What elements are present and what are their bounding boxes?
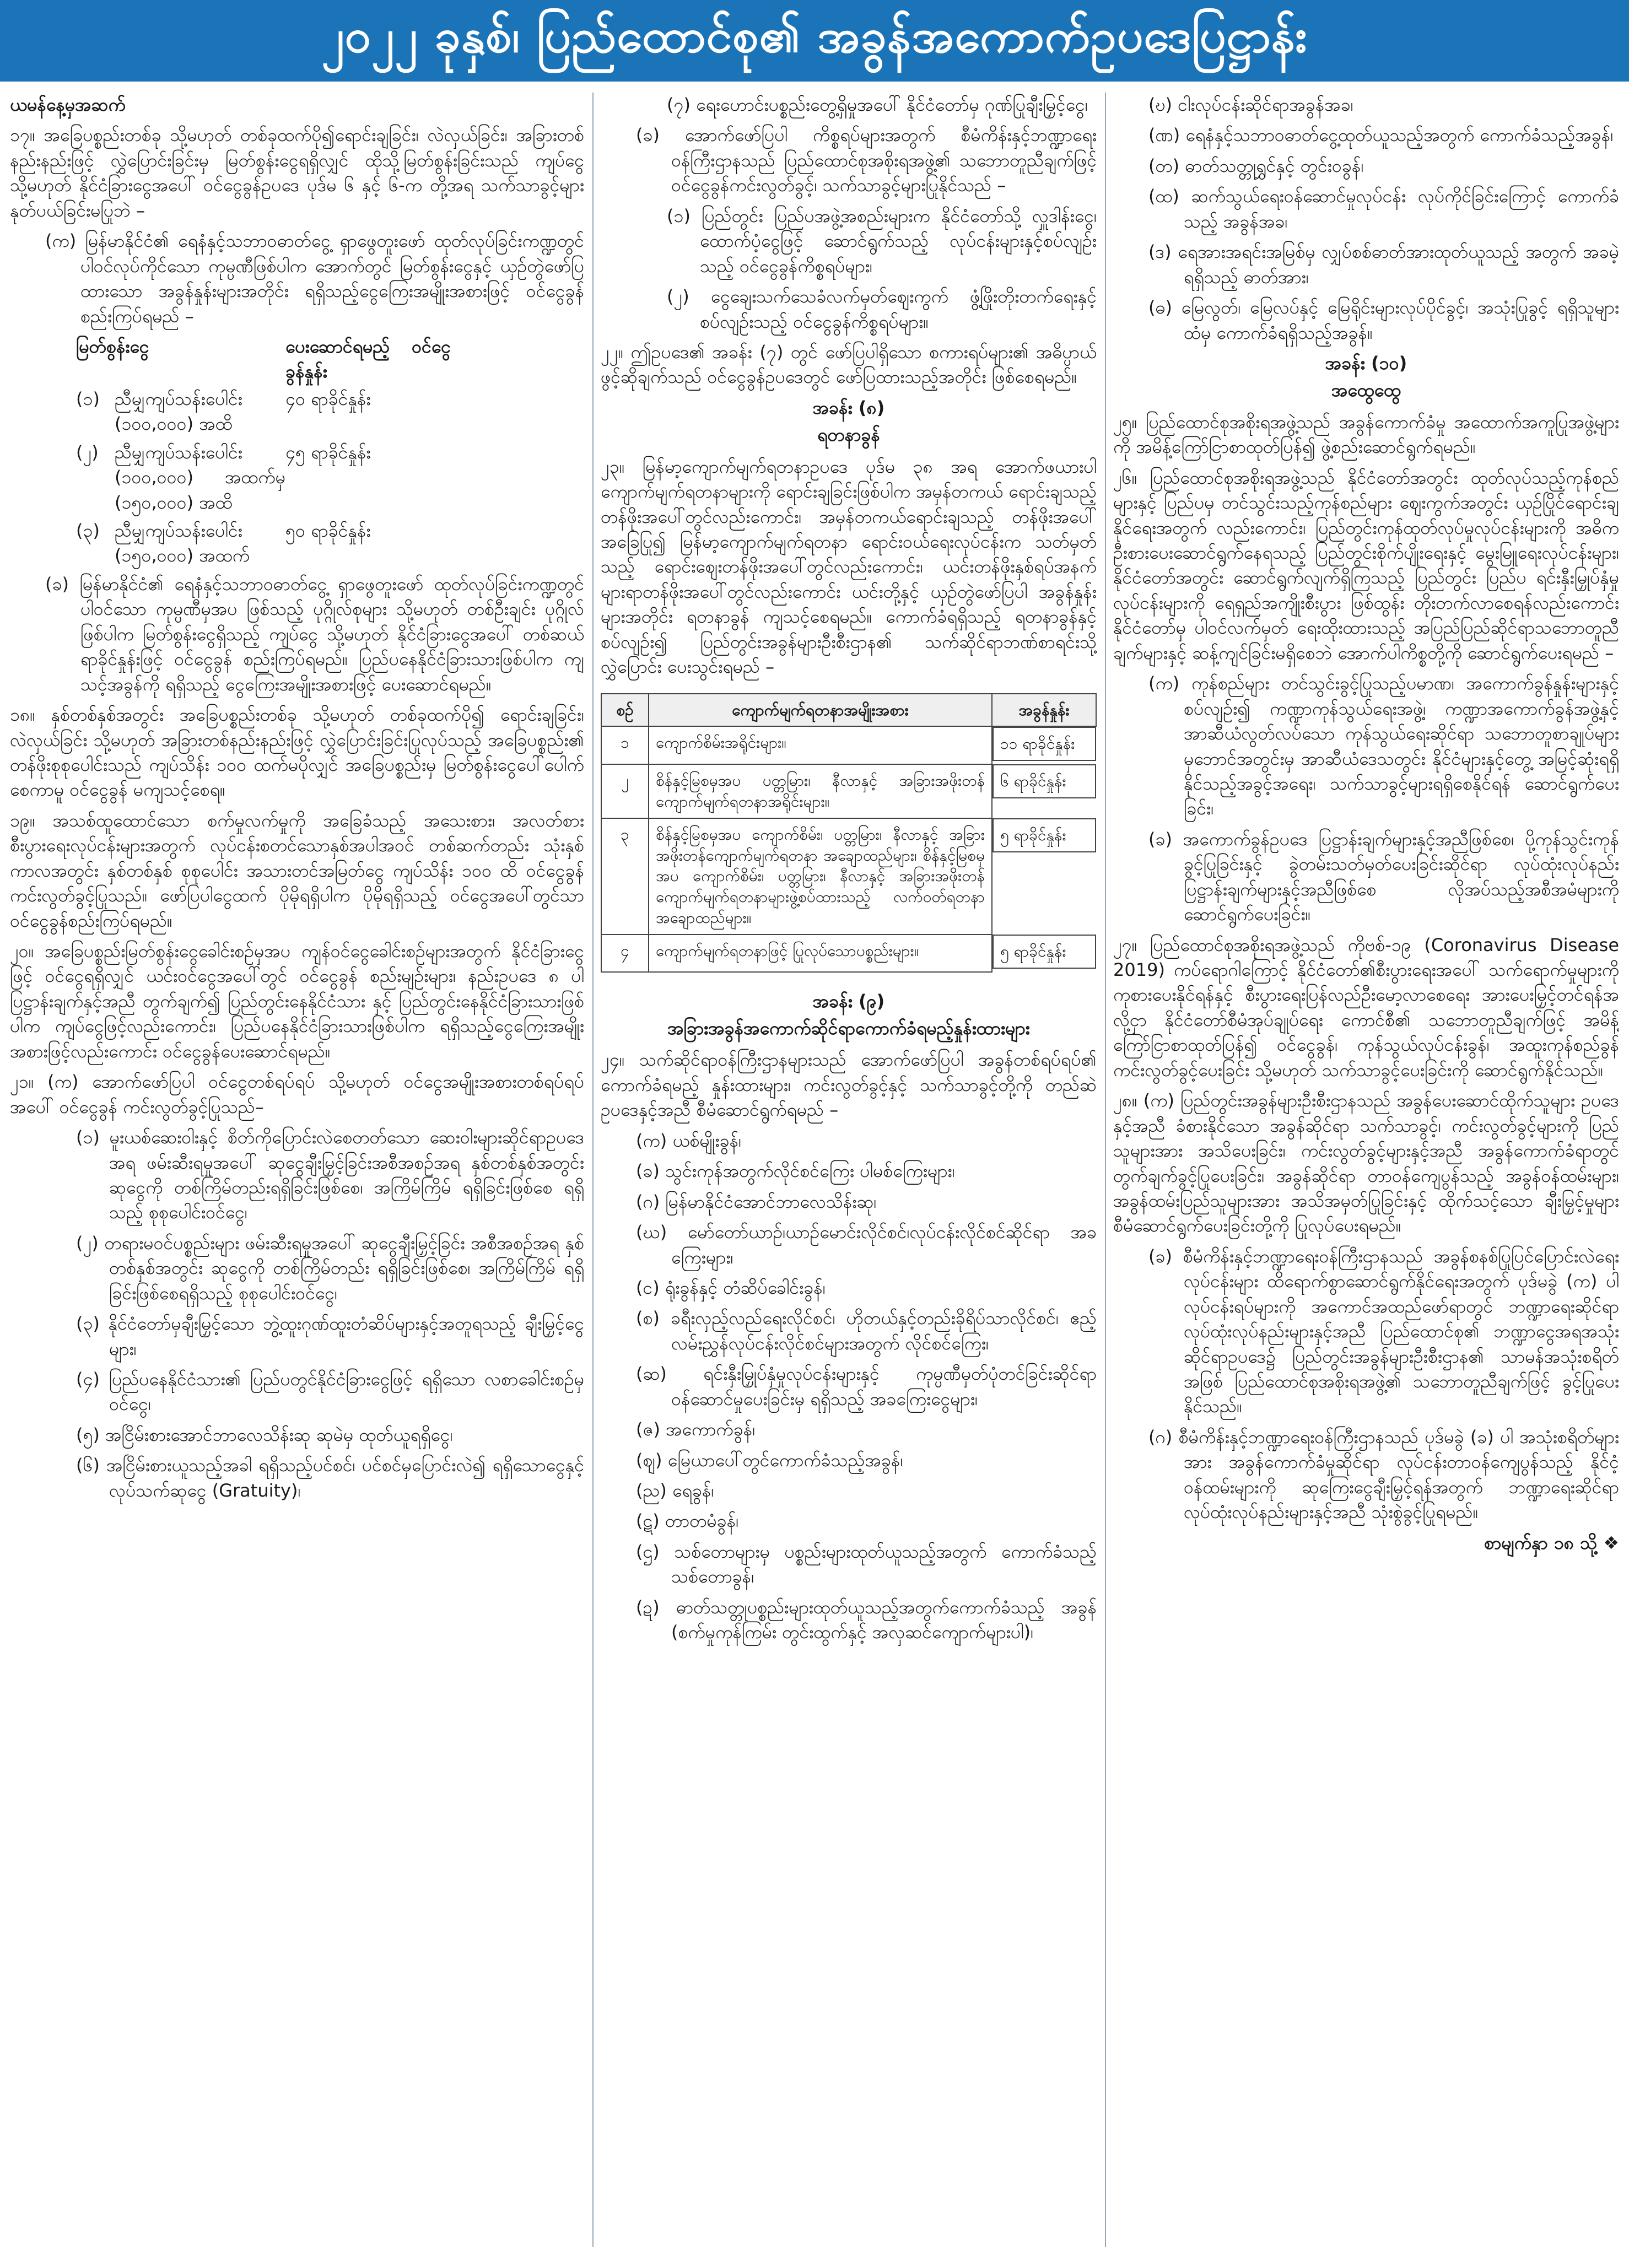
chapter-9-title: အခန်း (၉): [812, 990, 885, 1012]
table-header-rate: အခွန်နှုန်း: [992, 694, 1096, 727]
gem-tax-table: [601, 693, 1097, 973]
section-24-item: (ဍ) ဓာတ်သတ္တုပစ္စည်းများထုတ်ယူသည့်အတွက်ကောက်ခံသည့် အခွန် (စက်မှုကုန်ကြမ်း တွင်းထွက်နှင့် အလှဆင်ကျောက်များပါ)၊: [636, 1596, 1097, 1643]
section-17-kha: (ခ) မြန်မာနိုင်ငံ၏ ရေနံနှင့်သဘာဝဓာတ်ငွေ့ ရှာဖွေတူးဖော် ထုတ်လုပ်ခြင်းကဏ္ဍတွင် ပါဝင်သော ကုမ္ပဏီမှအပ ဖြစ်သည့် ပုဂ္ဂိုလ်စုများ သို့မဟုတ် တစ်ဦးချင်း ပုဂ္ဂိုလ်ဖြစ်ပါက မြတ်စွန်းငွေရှိသည့် ကျပ်ငွေ သို့မဟုတ် နိုင်ငံခြားငွေအပေါ် တစ်ဆယ်ရာခိုင်နှုန်းဖြင့် ဝင်ငွေခွန် စည်းကြပ်ရမည်။ ပြည်ပနေနိုင်ငံခြားသားဖြစ်ပါက ကျသင့်အခွန်ကို ရရှိသည့် ငွေကြေးအမျိုးအစားဖြင့် ပေးဆောင်ရမည်။: [45, 573, 584, 695]
rate-row-percent: ၄၅ ရာခိုင်နှုန်း: [285, 441, 371, 463]
section-24-item: (ည) ရေခွန်၊: [636, 1480, 714, 1502]
rate-row-number: (၃): [76, 520, 100, 541]
rate-row-number: (၂): [76, 441, 99, 463]
rate-row-percent: ၅၀ ရာခိုင်နှုန်း: [285, 520, 371, 541]
section-24-item: (တ) ဓာတ်သတ္တုရွှင်နှင့် တွင်းဝခွန်၊: [1148, 155, 1364, 176]
table-cell-rate: ၅ ရာခိုင်နှုန်း: [992, 818, 1096, 852]
table-cell-item: စိန်နှင့်မြစမှအပ ကျောက်စိမ်း၊ ပတ္တမြား၊ နီလာနှင့် အခြားအဖိုးတန်ကျောက်မျက်ရတနာ အချောထည်များ၊ စိန်နှင့်မြစမှအပ ကျောက်စိမ်း၊ ပတ္တမြား၊ နီလာနှင့် အခြားအဖိုးတန်ကျောက်မျက်ရတနာများဖွဲ့စပ်ထားသည့် လက်ဝတ်ရတနာအချောထည်များ။: [649, 818, 992, 935]
title-banner: [0, 0, 1629, 82]
section-21-item: (၃) နိုင်ငံတော်မှချီးမြှင့်သော ဘွဲ့ထူးဂုဏ်ထူးတံဆိပ်များနှင့်အတူရသည့် ချီးမြှင့်ငွေများ၊: [76, 1313, 584, 1359]
section-24-item: (စ) ခရီးလှည့်လည်ရေးလိုင်စင်၊ ဟိုတယ်နှင့်တည်းခိုရိပ်သာလိုင်စင်၊ ဧည့်လမ်းညွှန်လုပ်ငန်းလိုင်စင်များအတွက် လိုင်စင်ကြေး၊: [636, 1308, 1097, 1354]
section-21-item: (၁) မူးယစ်ဆေးဝါးနှင့် စိတ်ကိုပြောင်းလဲစေတတ်သော ဆေးဝါးများဆိုင်ရာဥပဒေအရ ဖမ်းဆီးရမှုအပေါ် ဆုငွေချီးမြှင့်ခြင်းအစီအစဉ်အရ နှစ်တစ်နှစ်အတွင်း ဆုငွေကို တစ်ကြိမ်တည်းရရှိခြင်းဖြစ်စေ၊ အကြိမ်ကြိမ် ရရှိခြင်းဖြစ်စေ ရရှိသည့် စုစုပေါင်းဝင်ငွေ၊: [76, 1127, 584, 1223]
column-3: [1113, 93, 1619, 2253]
rate-header: [76, 334, 584, 385]
rate-row: [10, 519, 584, 569]
section-19: ၁၉။ အသစ်ထူထောင်သော စက်မှုလက်မှုကို အခြေခံသည့် အသေးစား၊ အလတ်စား စီးပွားရေးလုပ်ငန်းများအတွက် လုပ်ငန်းစတင်သောနှစ်အပါအဝင် တစ်ဆက်တည်း သုံးနှစ် ကာလအတွင်း နှစ်တစ်နှစ် စုစုပေါင်း အသားတင်အမြတ်ငွေ ကျပ်သိန်း ၁၀၀ ထိ ဝင်ငွေခွန် ကင်းလွတ်ခွင့်ပြုသည်။ ဖော်ပြပါငွေထက် ပိုမိုရရှိပါက ပိုမိုရရှိသည့် ဝင်ငွေအပေါ်တွင်သာ ဝင်ငွေခွန်စည်းကြပ်ရမည်။: [10, 809, 584, 931]
column-1: [10, 93, 584, 2253]
rate-row: [10, 387, 584, 437]
continued-heading: ယမန်နေ့မှအဆက်: [10, 94, 126, 115]
section-20: ၂၀။ အခြေပစ္စည်းမြတ်စွန်းငွေခေါင်းစဉ်မှအပ ကျန်ဝင်ငွေခေါင်းစဉ်များအတွက် နိုင်ငံခြားငွေဖြင့် ဝင်ငွေရရှိလျှင် ယင်းဝင်ငွေအပေါ်တွင် ဝင်ငွေခွန် စည်းမျဉ်းများ၊ နည်းဥပဒေ ၈ ပါ ပြဋ္ဌာန်းချက်နှင့်အညီ တွက်ချက်၍ ပြည်တွင်းနေနိုင်ငံသား နှင့် ပြည်တွင်းနေနိုင်ငံခြားသားဖြစ်ပါက ကျပ်ငွေဖြင့်လည်းကောင်း၊ ပြည်ပနေနိုင်ငံခြားသားဖြစ်ပါက ရရှိသည့်ငွေကြေးအမျိုးအစားဖြင့်လည်းကောင်း ဝင်ငွေခွန်ပေးဆောင်ရမည်။: [10, 941, 584, 1062]
section-24-item: (ဃ) မော်တော်ယာဉ်၊ယာဉ်မောင်းလိုင်စင်၊လုပ်ငန်းလိုင်စင်ဆိုင်ရာ အခကြေးများ၊: [636, 1222, 1097, 1268]
section-25: ၂၅။ ပြည်ထောင်စုအစိုးရအဖွဲ့သည် အခွန်ကောက်ခံမှု အထောက်အကူပြုအဖွဲ့များကို အမိန့်ကြော်ငြာစာထုတ်ပြန်၍ ဖွဲ့စည်းဆောင်ရွက်ရမည်။: [1113, 411, 1619, 458]
table-row: [601, 818, 1096, 935]
chapter-9-subtitle: အခြားအခွန်အကောက်ဆိုင်ရာကောက်ခံရမည့်နှုန်းထားများ: [667, 1018, 1030, 1039]
section-24-item: (ထ) ဆက်သွယ်ရေးဝန်ဆောင်မှုလုပ်ငန်း လုပ်ကိုင်ခြင်းကြောင့် ကောက်ခံသည့် အခွန်အခ၊: [1148, 186, 1619, 232]
section-21-kha-item: (၂) ငွေချေးသက်သေခံလက်မှတ်ဈေးကွက် ဖွံ့ဖြိုးတိုးတက်ရေးနှင့်စပ်လျဉ်းသည့် ဝင်ငွေခွန်ကိစ္စရပ်များ။: [667, 286, 1097, 332]
section-17: ၁၇။ အခြေပစ္စည်းတစ်ခု သို့မဟုတ် တစ်ခုထက်ပို၍ရောင်းချခြင်း၊ လဲလှယ်ခြင်း၊ အခြားတစ်နည်းနည်းဖြင့် လွှဲပြောင်းခြင်းမှ မြတ်စွန်းငွေရရှိလျှင် ထိုသို့မြတ်စွန်းခြင်းသည် ကျပ်ငွေ သို့မဟုတ် နိုင်ငံခြားငွေအပေါ် ဝင်ငွေခွန်ဥပဒေ ပုဒ်မ ၆ နှင့် ၆-က တို့အရ သက်သာခွင့်များ နုတ်ပယ်ခြင်းမပြုဘဲ –: [10, 125, 584, 221]
rate-row-percent: ၄၀ ရာခိုင်နှုန်း: [285, 388, 371, 409]
section-18: ၁၈။ နှစ်တစ်နှစ်အတွင်း အခြေပစ္စည်းတစ်ခု သို့မဟုတ် တစ်ခုထက်ပို၍ ရောင်းချခြင်း၊ လဲလှယ်ခြင်း သို့မဟုတ် အခြားတစ်နည်းနည်းဖြင့် လွှဲပြောင်းခြင်းပြုလုပ်သည့် အခြေပစ္စည်း၏ တန်ဖိုးစုစုပေါင်းသည် ကျပ်သိန်း ၁၀၀ ထက်မပိုလျှင် အခြေပစ္စည်းမှ မြတ်စွန်းငွေပေါ်ပေါက်စေကာမူ ဝင်ငွေခွန် မကျသင့်စေရ။: [10, 704, 584, 801]
section-28-kha: (ခ) စီမံကိန်းနှင့်ဘဏ္ဍာရေးဝန်ကြီးဌာနသည် အခွန်စနစ်ပြုပြင်ပြောင်းလဲရေးလုပ်ငန်းများ ထိရောက်စွာဆောင်ရွက်နိုင်ရေးအတွက် ပုဒ်မခွဲ (က) ပါ လုပ်ငန်းရပ်များကို အကောင်အထည်ဖော်ရာတွင် ဘဏ္ဍာရေးဆိုင်ရာ လုပ်ထုံးလုပ်နည်းများနှင့်အညီ ပြည်ထောင်စု၏ ဘဏ္ဍာငွေအရအသုံးဆိုင်ရာဥပဒေ၌ ပြည်တွင်းအခွန်များဦးစီးဌာန၏ သာမန်အသုံးစရိတ်အဖြစ် ပြည်ထောင်စုအစိုးရအဖွဲ့၏ သဘောတူညီချက်ဖြင့် ခွင့်ပြုပေးနိုင်သည်။: [1148, 1245, 1619, 1417]
rate-row-range: ညီမျှကျပ်သန်းပေါင်း (၁၀၀,၀၀၀) အထက်မှ (၁၅၀,၀၀၀) အထိ: [115, 441, 285, 513]
section-24-item: (ဈ) မြေယာပေါ်တွင်ကောက်ခံသည့်အခွန်၊: [636, 1449, 903, 1471]
chapter-8-subtitle: ရတနာခွန်: [817, 424, 880, 446]
section-21-kha-item: (၁) ပြည်တွင်း ပြည်ပအဖွဲ့အစည်းများက နိုင်ငံတော်သို့ လှူဒါန်းငွေ၊ ထောက်ပံ့ငွေဖြင့် ဆောင်ရွက်သည့် လုပ်ငန်းများနှင့်စပ်လျဉ်းသည့် ဝင်ငွေခွန်ကိစ္စရပ်များ၊: [667, 205, 1097, 277]
section-21-item: (၇) ရေးဟောင်းပစ္စည်းတွေ့ရှိမှုအပေါ် နိုင်ငံတော်မှ ဂုဏ်ပြုချီးမြှင့်ငွေ၊: [667, 94, 1088, 115]
section-28-ka: ၂၈။ (က) ပြည်တွင်းအခွန်များဦးစီးဌာနသည် အခွန်ပေးဆောင်ထိုက်သူများ ဥပဒေနှင့်အညီ ခံစားနိုင်သော အခွန်ဆိုင်ရာ သက်သာခွင့်၊ ကင်းလွတ်ခွင့်များကို ပြည်သူများအား အသိပေးခြင်း၊ ကင်းလွတ်ခွင့်များနှင့်အညီ အခွန်ကောက်ခံရာတွင် တွက်ချက်ခွင့်ပြုပေးခြင်း၊ အခွန်ဆိုင်ရာ တာဝန်ကျေပွန်သည့် အခွန်ဝန်ထမ်းများ၊ အခွန်ထမ်းပြည်သူများအား အသိအမှတ်ပြုခြင်းနှင့် ထိုက်သင့်သော ချီးမြှင့်မှုများ စီမံဆောင်ရွက်ပေးခြင်းတို့ကို ပြုလုပ်ပေးရမည်။: [1113, 1090, 1619, 1236]
table-cell-number: ၄: [601, 935, 649, 972]
rate-row-range: ညီမျှကျပ်သန်းပေါင်း (၁၅၀,၀၀၀) အထက်: [115, 520, 250, 566]
section-26-ka: (က) ကုန်စည်များ တင်သွင်းခွင့်ပြုသည့်ပမာဏ၊ အကောက်ခွန်နှုန်းများနှင့်စပ်လျဉ်း၍ ကဏ္ဍာကုန်သွယ်ရေးအဖွဲ့၊ ကဏ္ဍာအကောက်ခွန်အဖွဲ့နှင့် အာဆီယံလွတ်လပ်သော ကုန်သွယ်ရေးဆိုင်ရာ သဘောတူစာချုပ်များမှဘောင်အတွင်းမှ အာဆီယံဒေသတွင်း နိုင်ငံများနှင့်တွေ့ အမြင့်ဆုံးရရှိနိုင်သည့်အခွင့်အရေး၊ သက်သာခွင့်များရရှိစေနိုင်ရန် ဆောင်ရွက်ပေးခြင်း၊: [1148, 673, 1619, 819]
section-24-item: (ဆ) ရင်းနှီးမြှုပ်နှံမှုလုပ်ငန်းများနှင့် ကုမ္ပဏီမှတ်ပုံတင်ခြင်းဆိုင်ရာ ဝန်ဆောင်မှုပေးခြင်းမှ ရရှိသည့် အခကြေးငွေများ၊: [636, 1363, 1097, 1410]
section-21-item: (၄) ပြည်ပနေနိုင်ငံသား၏ ပြည်ပတွင်နိုင်ငံခြားငွေဖြင့် ရရှိသော လစာခေါင်းစဉ်မှ ဝင်ငွေ၊: [76, 1369, 584, 1415]
section-28-ga: (ဂ) စီမံကိန်းနှင့်ဘဏ္ဍာရေးဝန်ကြီးဌာနသည် ပုဒ်မခွဲ (ခ) ပါ အသုံးစရိတ်များအား အခွန်ကောက်ခံမှုဆိုင်ရာ လုပ်ငန်းတာဝန်ကျေပွန်သည့် နိုင်ငံ့ဝန်ထမ်းများကို ဆုကြေးငွေချီးမြှင့်ရန်အတွက် ဘဏ္ဍာရေးဆိုင်ရာ လုပ်ထုံးလုပ်နည်းများနှင့်အညီ သုံးစွဲခွင့်ပြုရမည်။: [1148, 1426, 1619, 1523]
section-24-item: (ဌ) သစ်တောများမှ ပစ္စည်းများထုတ်ယူသည့်အတွက် ကောက်ခံသည့်သစ်တောခွန်၊: [636, 1541, 1097, 1587]
table-cell-item: ကျောက်စိမ်းအရိုင်းများ။: [649, 726, 992, 764]
page-title: ၂၀၂၂ ခုနှစ်၊ ပြည်ထောင်စု၏ အခွန်အကောက်ဥပဒေပြဋ္ဌာန်း: [321, 9, 1308, 63]
section-26-kha: (ခ) အကောက်ခွန်ဥပဒေ ပြဋ္ဌာန်းချက်များနှင့်အညီဖြစ်စေ၊ ပို့ကုန်သွင်းကုန် ခွင့်ပြုခြင်းနှင့် ခွဲတမ်းသတ်မှတ်ပေးခြင်းဆိုင်ရာ လုပ်ထုံးလုပ်နည်း ပြဋ္ဌာန်းချက်များနှင့်အညီဖြစ်စေ လိုအပ်သည့်အစီအမံများကို ဆောင်ရွက်ပေးခြင်း။: [1148, 828, 1619, 925]
rate-row: [10, 440, 584, 515]
continued-on-page: စာမျက်နှာ ၁၈ သို့ ❖: [1484, 1532, 1619, 1553]
table-header-number: စဉ်: [601, 694, 649, 727]
section-24-item: (ဏ) ရေနံနှင့်သဘာဝဓာတ်ငွေ့ထုတ်ယူသည့်အတွက် ကောက်ခံသည့်အခွန်၊: [1148, 125, 1614, 146]
chapter-10-subtitle: အထွေထွေ: [1331, 380, 1401, 401]
section-21-item: (၂) တရားမဝင်ပစ္စည်းများ ဖမ်းဆီးရမှုအပေါ် ဆုငွေချီးမြှင့်ခြင်း အစီအစဉ်အရ နှစ်တစ်နှစ်အတွင်း ဆုငွေကို တစ်ကြိမ်တည်း ရရှိခြင်းဖြစ်စေ၊ အကြိမ်ကြိမ် ရရှိခြင်းဖြစ်စေရရှိသည့် စုစုပေါင်းဝင်ငွေ၊: [76, 1232, 584, 1304]
section-24: ၂၄။ သက်ဆိုင်ရာဝန်ကြီးဌာနများသည် အောက်ဖော်ပြပါ အခွန်တစ်ရပ်ရပ်၏ ကောက်ခံရမည့် နှုန်းထားများ၊ ကင်းလွတ်ခွင့်နှင့် သက်သာခွင့်တို့ကို တည်ဆဲဥပဒေနှင့်အညီ စီမံဆောင်ရွက်ရမည် –: [601, 1049, 1097, 1121]
section-27: ၂၇။ ပြည်ထောင်စုအစိုးရအဖွဲ့သည် ကိုဗစ်-၁၉ (Coronavirus Disease 2019) ကပ်ရောဂါကြောင့် နိုင်ငံတော်၏စီးပွားရေးအပေါ် သက်ရောက်မှုများကို ကုစားပေးနိုင်ရန်နှင့် စီးပွားရေးပြန်လည်ဦးမော့လာစေရေး အားပေးမြှင့်တင်ရန်အလို့ငှာ နိုင်ငံတော်စီမံအုပ်ချုပ်ရေး ကောင်စီ၏ သဘောတူညီချက်ဖြင့် အမိန့်ကြော်ငြာစာထုတ်ပြန်၍ ဝင်ငွေခွန်၊ ကုန်သွယ်လုပ်ငန်းခွန်၊ အထူးကုန်စည်ခွန် ကင်းလွတ်ခွင့်ပေးခြင်း သို့မဟုတ် သက်သာခွင့်ပေးခြင်းကို ဆောင်ရွက်နိုင်သည်။: [1113, 934, 1619, 1081]
section-24-item: (ခ) သွင်းကုန်အတွက်လိုင်စင်ကြေး ပါမစ်ကြေးများ၊: [636, 1160, 955, 1182]
section-21-kha: (ခ) အောက်ဖော်ပြပါ ကိစ္စရပ်များအတွက် စီမံကိန်းနှင့်ဘဏ္ဍာရေးဝန်ကြီးဌာနသည် ပြည်ထောင်စုအစိုးရအဖွဲ့၏ သဘောတူညီချက်ဖြင့် ဝင်ငွေခွန်ကင်းလွတ်ခွင့်၊ သက်သာခွင့်များပြုနိုင်သည် –: [636, 125, 1097, 196]
chapter-8-title: အခန်း (၈): [812, 397, 885, 418]
section-21-item: (၆) အငြိမ်းစားယူသည့်အခါ ရရှိသည့်ပင်စင်၊ ပင်စင်မှပြောင်းလဲ၍ ရရှိသောငွေနှင့် လုပ်သက်ဆုငွေ (Gratuity)၊: [76, 1455, 584, 1501]
rate-header-tax: ပေးဆောင်ရမည့် ဝင်ငွေခွန်နှုန်း: [285, 336, 451, 382]
section-24-item: (ဂ) မြန်မာနိုင်ငံအောင်ဘာလေသိန်းဆု၊: [636, 1191, 877, 1212]
table-header-row: [601, 694, 1096, 727]
column-divider: [1105, 93, 1106, 2247]
section-24-item: (ဎ) ငါးလုပ်ငန်းဆိုင်ရာအခွန်အခ၊: [1148, 94, 1353, 115]
table-cell-rate: ၁၁ ရာခိုင်နှုန်း: [992, 727, 1096, 761]
column-divider: [592, 93, 594, 2247]
section-21-item: (၅) အငြိမ်းစားအောင်ဘာလေသိန်းဆု ဆုမဲမှ ထုတ်ယူရရှိငွေ၊: [76, 1424, 453, 1445]
table-cell-rate: ၆ ရာခိုင်နှုန်း: [992, 764, 1096, 798]
table-cell-number: ၁: [601, 726, 649, 764]
table-cell-number: ၃: [601, 818, 649, 935]
table-row: [601, 764, 1096, 818]
section-17-ka: (က) မြန်မာနိုင်ငံ၏ ရေနံနှင့်သဘာဝဓာတ်ငွေ့ ရှာဖွေတူးဖော် ထုတ်လုပ်ခြင်းကဏ္ဍတွင် ပါဝင်လုပ်ကိုင်သော ကုမ္ပဏီဖြစ်ပါက အောက်တွင် မြတ်စွန်းငွေနှင့် ယှဉ်တွဲဖော်ပြထားသော အခွန်နှုန်းများအတိုင်း ရရှိသည့်ငွေကြေးအမျိုးအစားဖြင့် ဝင်ငွေခွန်စည်းကြပ်ရမည် –: [45, 230, 584, 327]
chapter-10-title: အခန်း (၁၀): [1325, 352, 1407, 374]
rate-header-gain: မြတ်စွန်းငွေ: [76, 336, 149, 357]
rate-row-number: (၁): [76, 388, 100, 409]
rate-row-range: ညီမျှကျပ်သန်းပေါင်း (၁၀၀,၀၀၀) အထိ: [115, 388, 242, 435]
section-24-item: (ဓ) မြေလွတ်၊ မြေလပ်နှင့် မြေရိုင်းများလုပ်ပိုင်ခွင့်၊ အသုံးပြုခွင့် ရရှိသူများထံမှ ကောက်ခံရရှိသည့်အခွန်။: [1148, 297, 1619, 343]
section-24-item: (င) ရုံးခွန်နှင့် တံဆိပ်ခေါင်းခွန်၊: [636, 1277, 826, 1298]
section-21: ၂၁။ (က) အောက်ဖော်ပြပါ ဝင်ငွေတစ်ရပ်ရပ် သို့မဟုတ် ဝင်ငွေအမျိုးအစားတစ်ရပ်ရပ်အပေါ် ဝင်ငွေခွန် ကင်းလွတ်ခွင့်ပြုသည်–: [10, 1071, 584, 1117]
table-header-item: ကျောက်မျက်ရတနာအမျိုးအစား: [649, 694, 992, 727]
table-cell-rate: ၅ ရာခိုင်နှုန်း: [992, 935, 1096, 969]
section-23: ၂၃။ မြန်မာ့ကျောက်မျက်ရတနာဥပဒေ ပုဒ်မ ၃၈ အရ အောက်ဖယားပါ ကျောက်မျက်ရတနာများကို ရောင်းချခြင်းဖြစ်ပါက အမှန်တကယ် ရောင်းချသည့် တန်ဖိုးအပေါ်တွင်လည်းကောင်း၊ အမှန်တကယ်ရောင်းချသည့် တန်ဖိုးအပေါ် အခြေပြု၍ မြန်မာ့ကျောက်မျက်ရတနာ ရောင်းဝယ်ရေးလုပ်ငန်းက သတ်မှတ်သည့် ရောင်းဈေးတန်ဖိုးအပေါ်တွင်လည်းကောင်း၊ ယင်းတန်ဖိုးနှစ်ရပ်အနက် များရာတန်ဖိုးအပေါ်တွင်လည်းကောင်း ယင်းတို့နှင့် ယှဉ်တွဲဖော်ပြပါ အခွန်နှုန်းများအတိုင်း ရတနာခွန် ကျသင့်စေရမည်။ ကောက်ခံရရှိသည့် ရတနာခွန်နှင့်စပ်လျဉ်း၍ ပြည်တွင်းအခွန်များဦးစီးဌာန၏ သက်ဆိုင်ရာဘဏ်စာရင်းသို့ လွှဲပြောင်း ပေးသွင်းရမည် –: [601, 456, 1097, 678]
table-row: [601, 935, 1096, 972]
column-2: [601, 93, 1097, 2253]
section-24-item: (ဋ) တာတမံခွန်၊: [636, 1510, 739, 1532]
section-26: ၂၆။ ပြည်ထောင်စုအစိုးရအဖွဲ့သည် နိုင်ငံတော်အတွင်း ထုတ်လုပ်သည့်ကုန်စည်များနှင့် ပြည်ပမှ တင်သွင်းသည့်ကုန်စည်များ ဈေးကွက်အတွင်း ယှဉ်ပြိုင်ရောင်းချနိုင်ရေးအတွက် လည်းကောင်း၊ ပြည်တွင်းကုန်ထုတ်လုပ်မှုလုပ်ငန်းများကို အဓိကဦးစားပေးဆောင်ရွက်နေရသည့် ပြည်တွင်းစိုက်ပျိုးရေးနှင့် မွေးမြူရေးလုပ်ငန်းများ၊ နိုင်ငံတော်အတွင်း ဆောင်ရွက်လျက်ရှိကြသည့် ပြည်တွင်း ပြည်ပ ရင်းနှီးမြှုပ်နှံမှုလုပ်ငန်းများကို ရေရှည်အကျိုးစီးပွား ဖြစ်ထွန်း တိုးတက်လာစေရန်လည်းကောင်း နိုင်ငံတော်မှ ပါဝင်လက်မှတ် ရေးထိုးထားသည့် အပြည်ပြည်ဆိုင်ရာသဘောတူညီချက်များနှင့် ဆန့်ကျင်ခြင်းမရှိစေဘဲ အောက်ပါကိစ္စတို့ကို ဆောင်ရွက်ပေးရမည် –: [1113, 467, 1619, 663]
table-cell-item: စိန်နှင့်မြစမှအပ ပတ္တမြား၊ နီလာနှင့် အခြားအဖိုးတန်ကျောက်မျက်ရတနာအရိုင်းများ။: [649, 764, 992, 818]
section-24-item: (ဇ) အကောက်ခွန်၊: [636, 1419, 756, 1440]
section-24-item: (က) ယစ်မျိုးခွန်၊: [636, 1130, 742, 1151]
table-cell-number: ၂: [601, 764, 649, 818]
section-24-item: (ဒ) ရေအားအရင်းအမြစ်မှ လျှပ်စစ်ဓာတ်အားထုတ်ယူသည့် အတွက် အခမဲ့ရရှိသည့် ဓာတ်အား၊: [1148, 241, 1619, 288]
table-cell-item: ကျောက်မျက်ရတနာဖြင့် ပြုလုပ်သောပစ္စည်းများ။: [649, 935, 992, 972]
section-22: ၂၂။ ဤဥပဒေ၏ အခန်း (၇) တွင် ဖော်ပြပါရှိသော စကားရပ်များ၏ အဓိပ္ပာယ်ဖွင့်ဆိုချက်သည် ဝင်ငွေခွန်ဥပဒေတွင် ဖော်ပြထားသည့်အတိုင်း ဖြစ်စေရမည်။: [601, 341, 1097, 388]
table-row: [601, 726, 1096, 764]
